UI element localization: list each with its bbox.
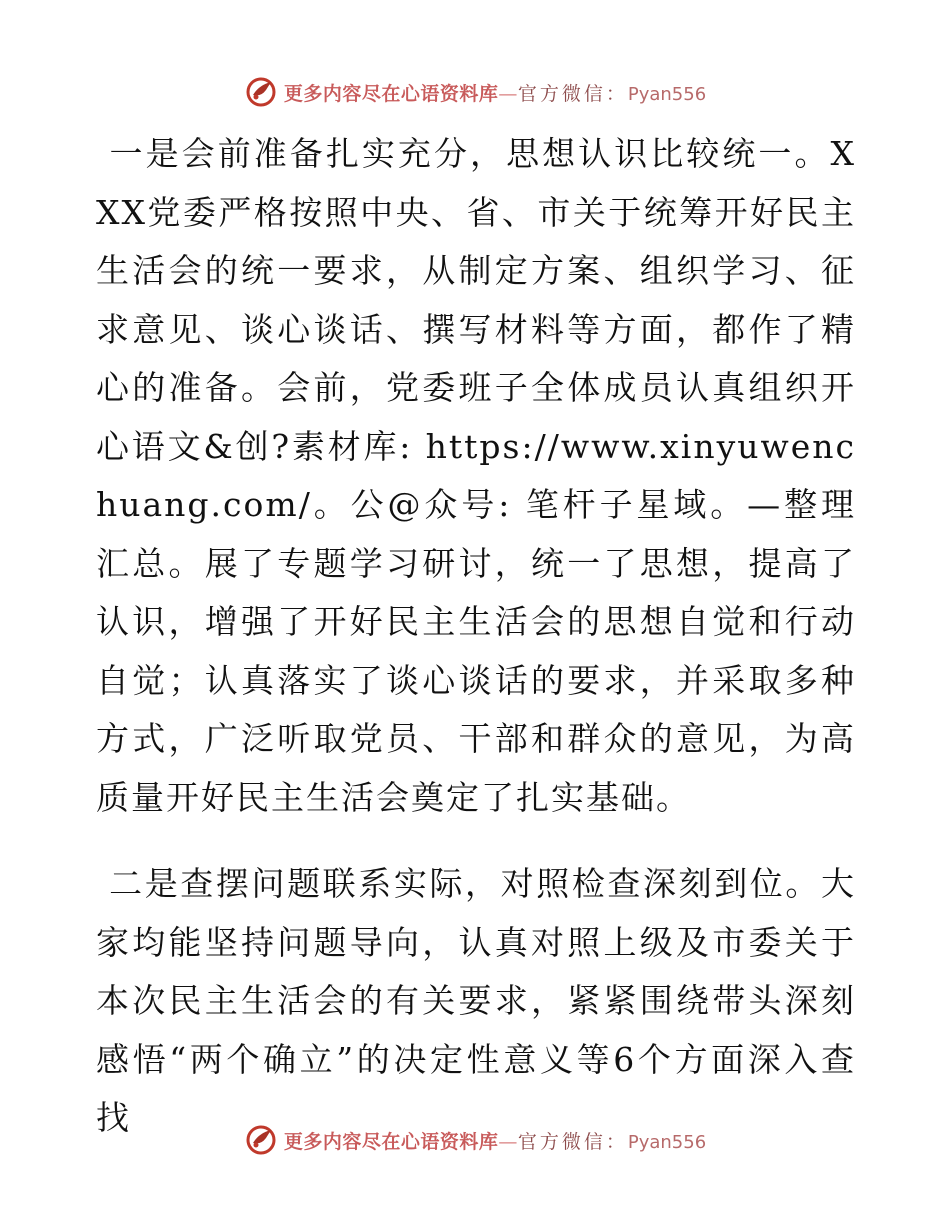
banner-main-text: 更多内容尽在心语资料库 [283,1130,499,1153]
banner-text [284,79,706,106]
footer-watermark-banner [0,1120,950,1160]
header-watermark-banner [0,72,950,112]
banner-wechat-label: 官方微信： [517,1130,628,1153]
banner-wechat-id: Pyan556 [627,1131,707,1153]
brand-logo-icon [244,75,278,109]
banner-text [284,1127,706,1154]
banner-wechat-id: Pyan556 [627,83,707,105]
brand-logo-icon [244,1123,278,1157]
paragraph-2: 二是查摆问题联系实际，对照检查深刻到位。大家均能坚持问题导向，认真对照上级及市委关于本次民主生活会的有关要求，紧紧围绕带头深刻感悟“两个确立”的决定性意义等6个方面深入查找 [96,864,856,1137]
banner-dash: — [498,1130,518,1153]
banner-main-text: 更多内容尽在心语资料库 [283,82,499,105]
paragraph-1: 一是会前准备扎实充分，思想认识比较统一。XXX党委严格按照中央、省、市关于统筹开好民主生活会的统一要求，从制定方案、组织学习、征求意见、谈心谈话、撰写材料等方面，都作了精心的准备。会前，党委班子全体成员认真组织开心语文&创?素材库: https://www.xinyuwenchuang.com/。公@众号: 笔杆子星域。—整理汇总。展了专题学习研讨，统一了思想，提高了认识，增强了开好民主生活会的思想自觉和行动自觉；认真落实了谈心谈话的要求，并采取多种方式，广泛听取党员、干部和群众的意见，为高质量开好民主生活会奠定了扎实基础。 [96,134,856,817]
document-body [96,125,856,1148]
banner-wechat-label: 官方微信： [517,82,628,105]
banner-dash: — [498,82,518,105]
